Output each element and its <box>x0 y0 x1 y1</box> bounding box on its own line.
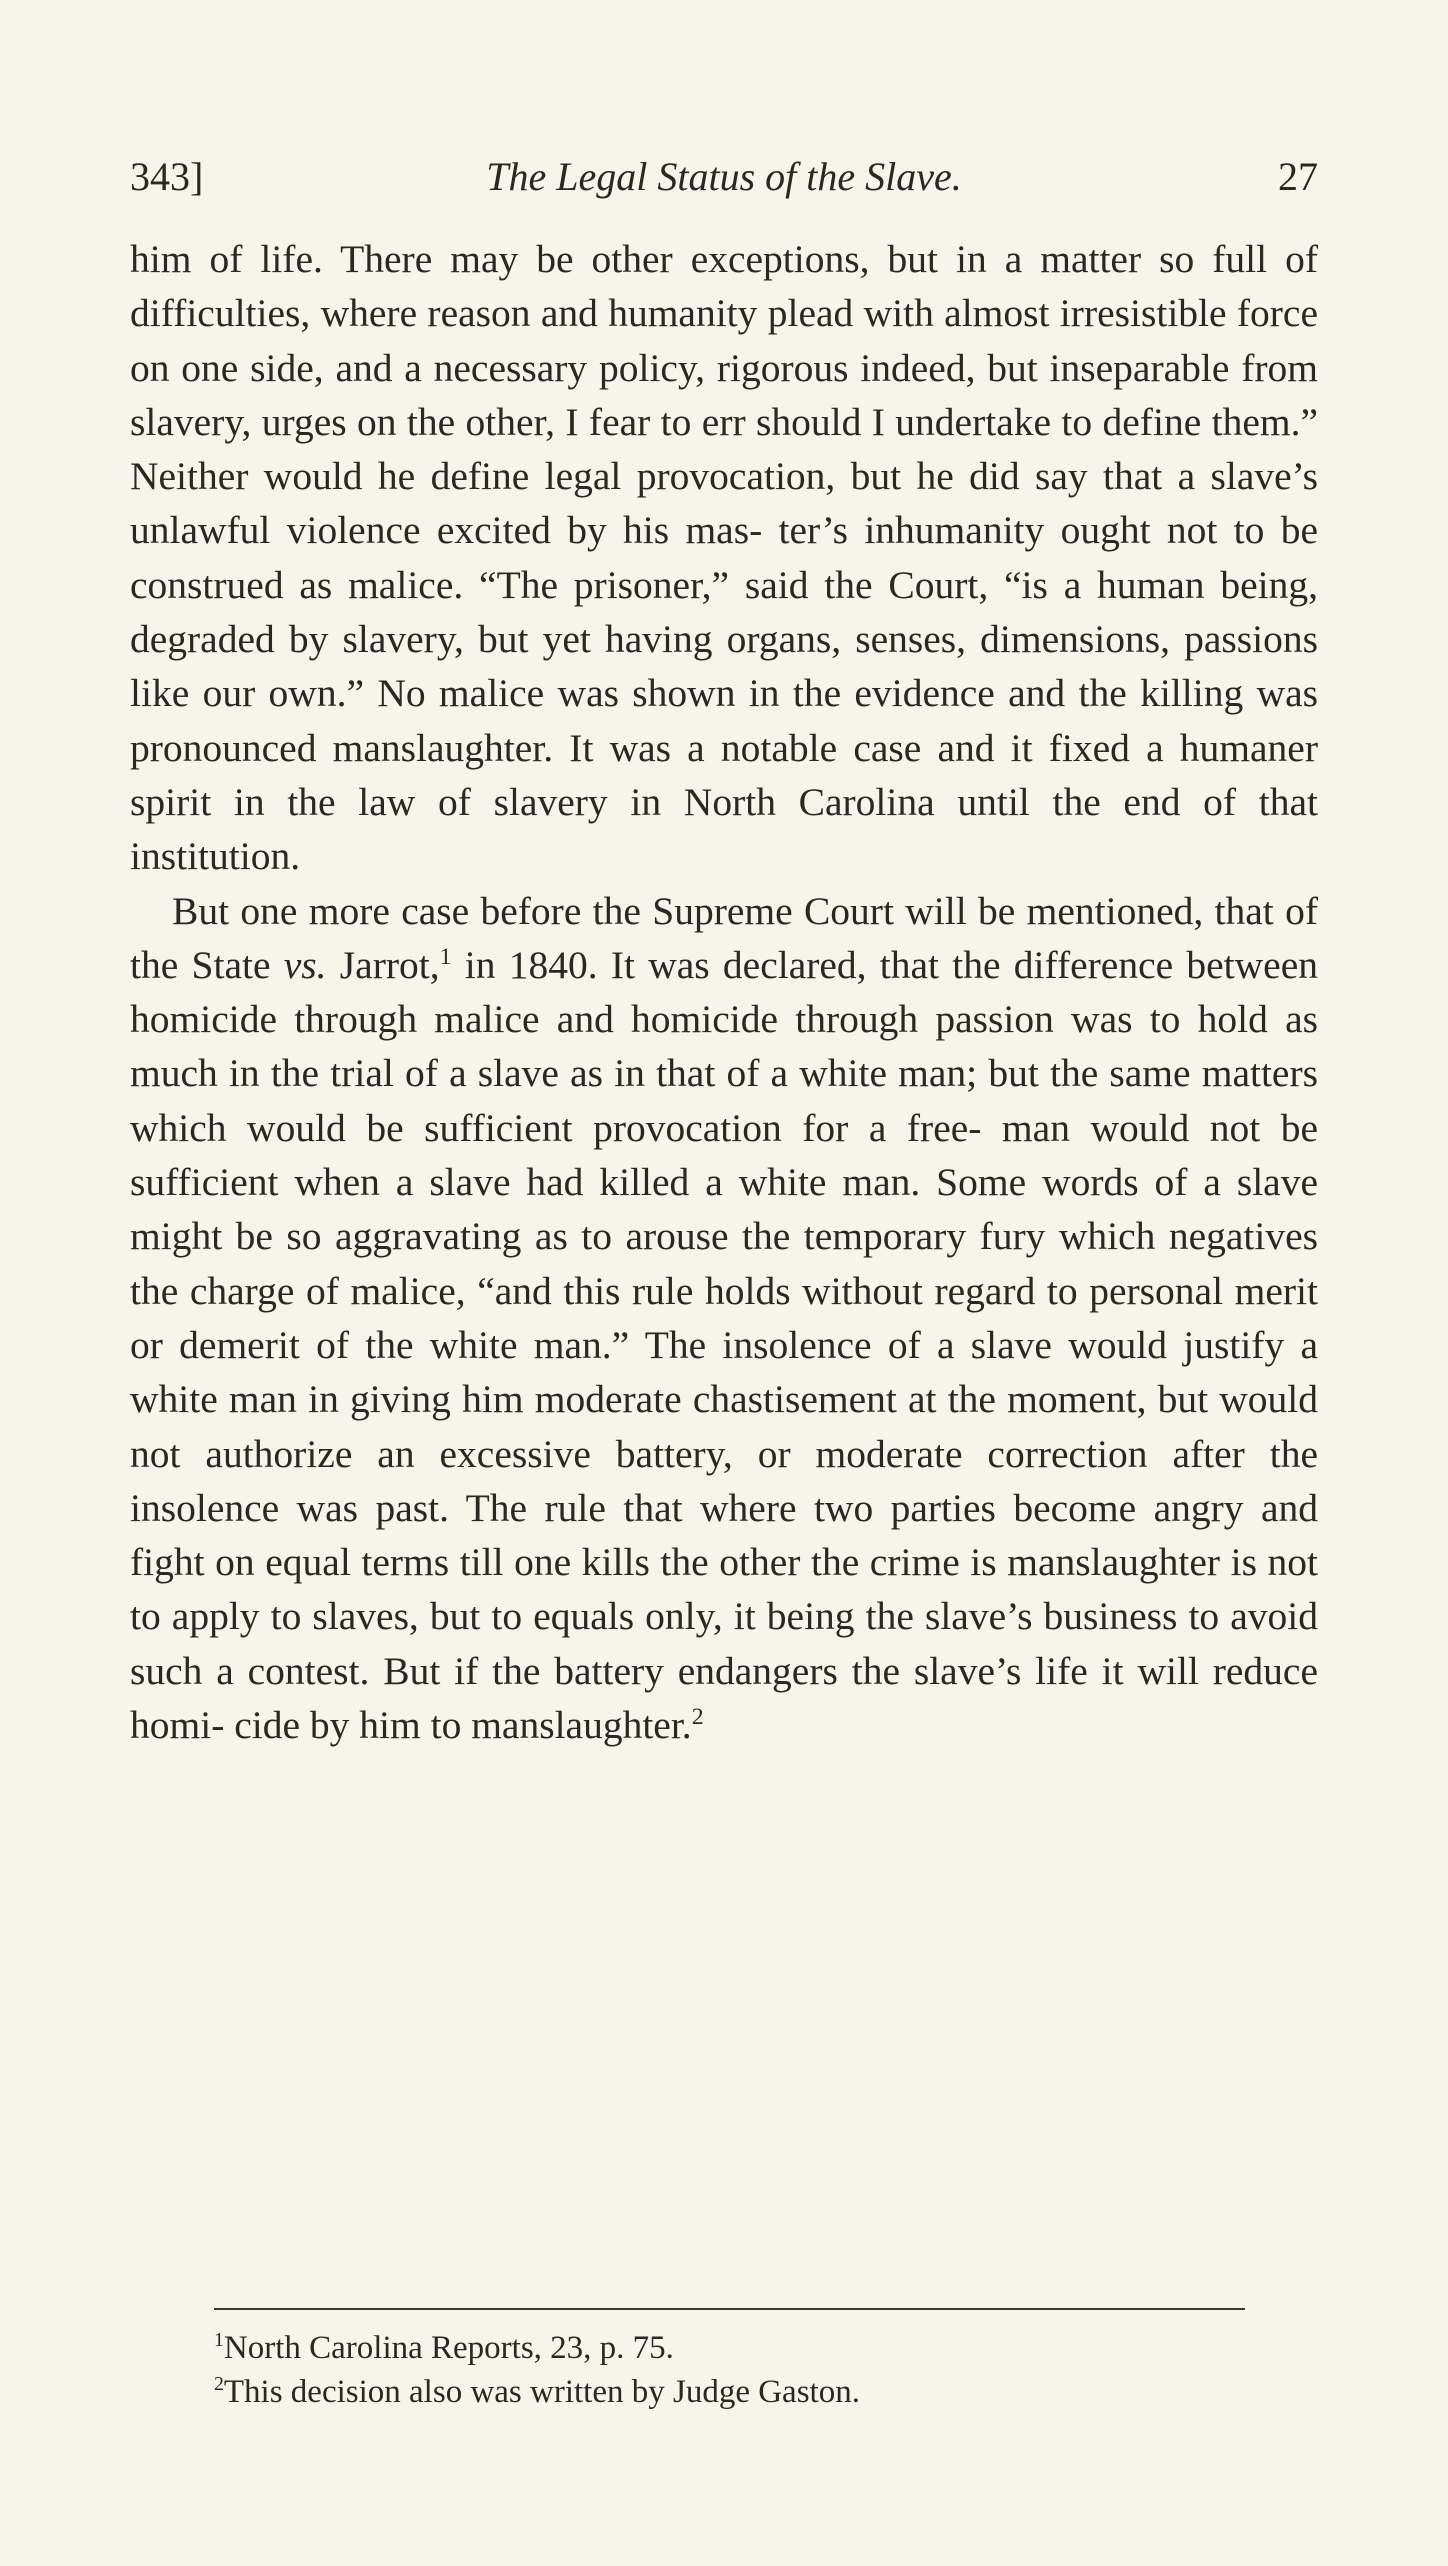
footnotes <box>214 2326 1264 2414</box>
paragraph-2-intro: But one more case before the Supreme Court will be mentioned, that of the State <box>130 888 1318 987</box>
page-number: 27 <box>1278 154 1318 199</box>
case-name: Jarrot, <box>326 942 440 987</box>
footnote-text: North Carolina Reports, 23, p. 75. <box>223 2330 674 2366</box>
footnote-ref-1[interactable]: 1 <box>439 943 452 970</box>
running-header <box>130 145 1318 209</box>
paragraph-2 <box>130 884 1318 1753</box>
footnote-2 <box>214 2370 1264 2414</box>
page-reference: 343] <box>130 154 204 199</box>
footnote-marker: 2 <box>214 2373 224 2395</box>
footnote-text: This decision also was written by Judge Gaston. <box>223 2374 860 2410</box>
body-text <box>130 232 1318 1752</box>
running-title: The Legal Status of the Slave. <box>486 154 962 199</box>
footnote-1 <box>214 2326 1264 2370</box>
footnote-divider <box>214 2308 1245 2310</box>
footnote-ref-2[interactable]: 2 <box>691 1703 704 1730</box>
paragraph-1: him of life. There may be other exceptions, but in a matter so full of difficulties, where reason and humanity plead with almost irresistible force on one side, and a necessary policy, rigorous indeed, but inseparable from slavery, urges on the other, I fear to err should I undertake to define them.” Neither would he define legal provocation, but he did say that a slave’s unlawful violence excited by his mas- ter’s inhumanity ought not to be construed as malice. “The prisoner,” said the Court, “is a human being, degraded by slavery, but yet having organs, senses, dimensions, passions like our own.” No malice was shown in the evidence and the killing was pronounced manslaughter. It was a notable case and it fixed a humaner spirit in the law of slavery in North Carolina until the end of that institution. <box>130 237 1318 879</box>
footnote-marker: 1 <box>214 2329 224 2351</box>
versus-abbrev: vs. <box>283 942 327 987</box>
paragraph-2-body: in 1840. It was declared, that the difference between homicide through malice and homicide through passion was to hold as much in the trial of a slave as in that of a white man; but the same matters which would be sufficient provocation for a free- man would not be sufficient when a slave had killed a white man. Some words of a slave might be so aggravating as to arouse the temporary fury which negatives the charge of malice, “and this rule holds without regard to personal merit or demerit of the white man.” The insolence of a slave would justify a white man in giving him moderate chastisement at the moment, but would not authorize an excessive battery, or moderate correction after the insolence was past. The rule that where two parties become angry and fight on equal terms till one kills the other the crime is manslaughter is not to apply to slaves, but to equals only, it being the slave’s business to avoid such a contest. But if the battery endangers the slave’s life it will reduce homi- cide by him to manslaughter. <box>130 942 1318 1748</box>
